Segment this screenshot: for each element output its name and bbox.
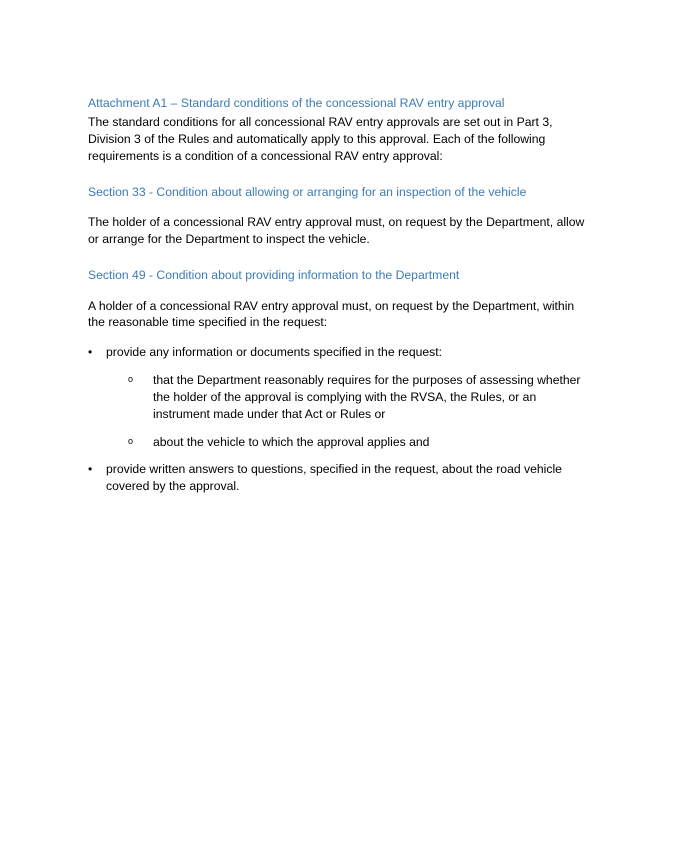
list-item	[88, 461, 592, 495]
sub-list-item-text: about the vehicle to which the approval applies and	[153, 434, 430, 449]
section-49-paragraph: A holder of a concessional RAV entry approval must, on request by the Department, within the reasonable time specified in the request:	[88, 298, 575, 330]
bullet-marker-icon: •	[88, 462, 93, 477]
sub-bullet-list	[128, 372, 592, 450]
bullet-marker-icon: •	[88, 345, 93, 360]
conditions-bullet-list	[88, 344, 592, 495]
sub-bullet-marker-icon: o	[128, 435, 134, 446]
sub-list-item	[128, 434, 592, 451]
list-item	[88, 344, 592, 450]
section-49-heading: Section 49 - Condition about providing information to the Department	[88, 268, 460, 283]
sub-bullet-marker-icon: o	[128, 374, 134, 385]
section-33-paragraph: The holder of a concessional RAV entry approval must, on request by the Department, allow or arrange for the Department to inspect the vehicle.	[88, 215, 585, 247]
list-item-text: provide any information or documents specified in the request:	[106, 345, 443, 360]
sub-list-item-text: that the Department reasonably requires for the purposes of assessing whether the holder of the approval is complying with the RVSA, the Rules, or an instrument made under that Act or Rules or	[153, 373, 581, 421]
intro-paragraph: The standard conditions for all concessional RAV entry approvals are set out in Part 3, Division 3 of the Rules and automatically apply to this approval. Each of the following requirements is a condition of a concessional RAV entry approval:	[88, 115, 553, 164]
section-33-heading: Section 33 - Condition about allowing or arranging for an inspection of the vehicle	[88, 184, 527, 199]
sub-list-item	[128, 372, 592, 422]
list-item-text: provide written answers to questions, specified in the request, about the road vehicle covered by the approval.	[106, 462, 562, 494]
attachment-heading: Attachment A1 – Standard conditions of the concessional RAV entry approval	[88, 96, 505, 110]
